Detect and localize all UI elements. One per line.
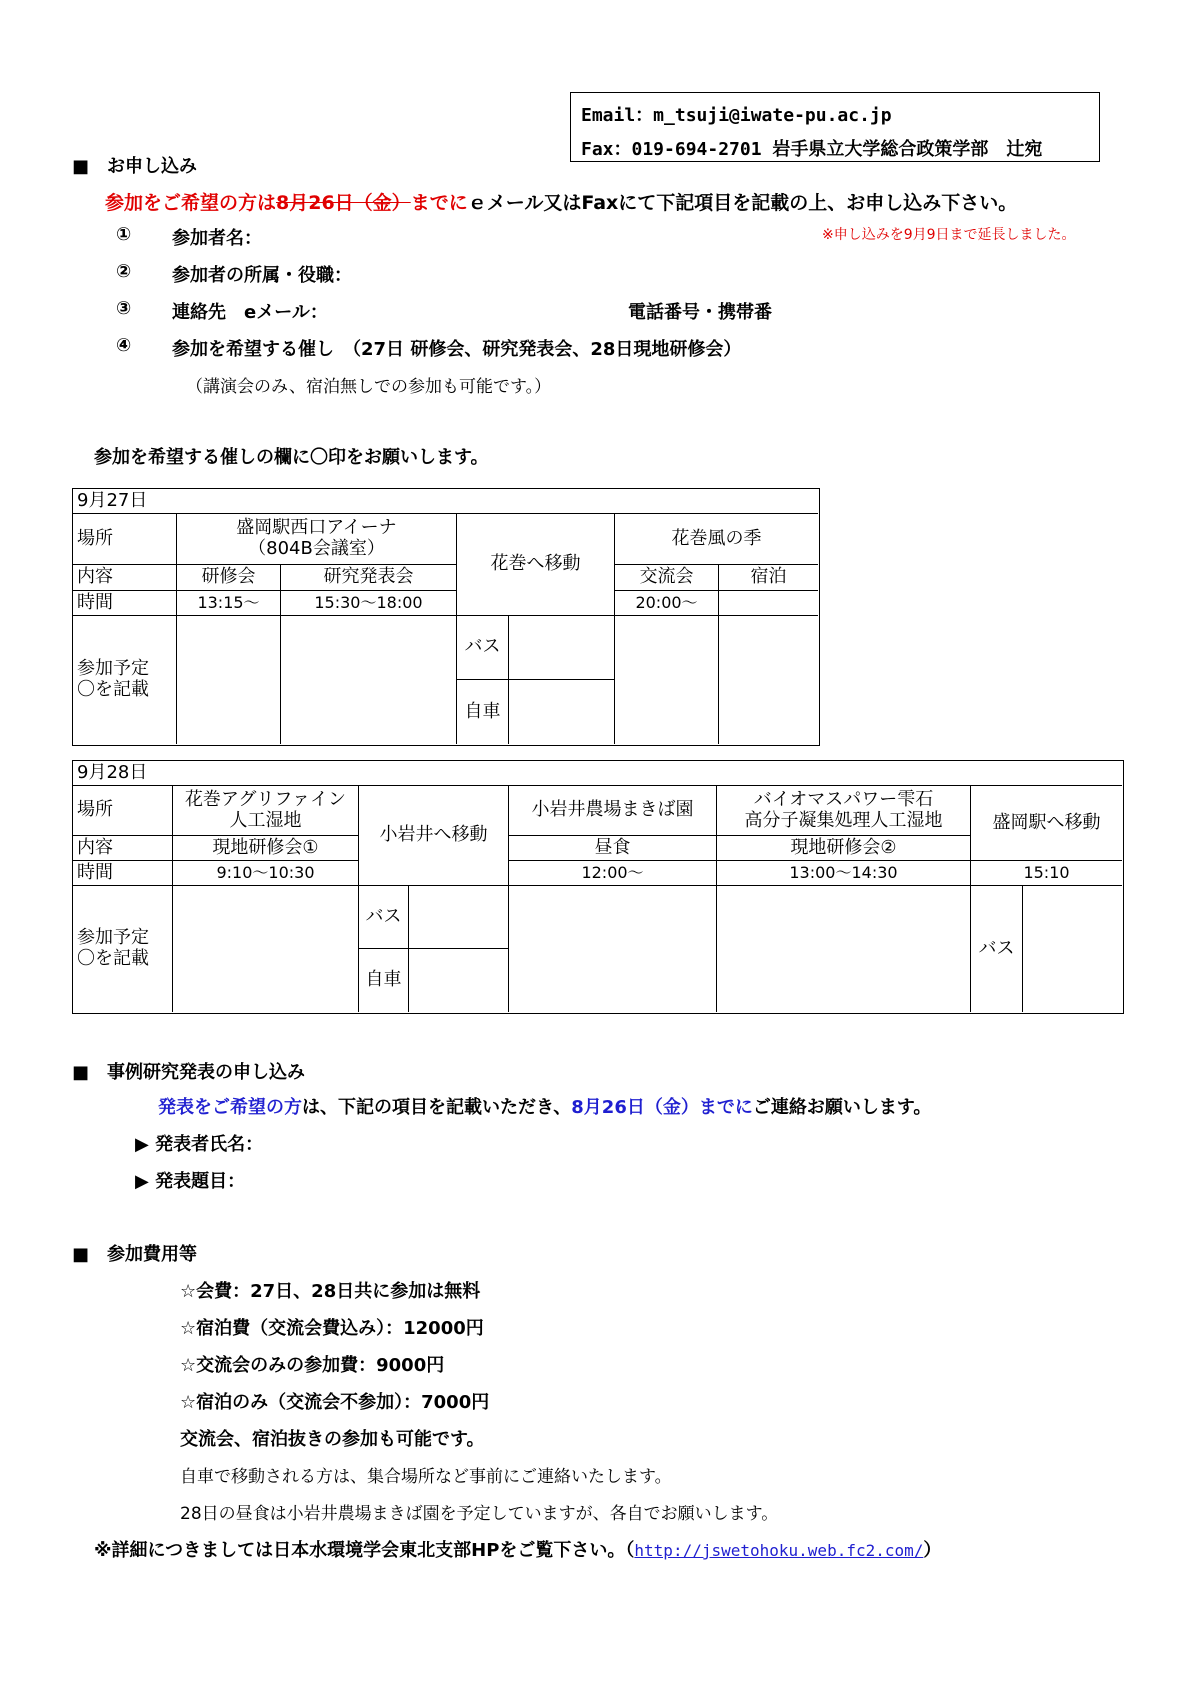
day1-content-label: 内容: [73, 565, 177, 591]
fee-line-3: ☆交流会のみの参加費：9000円: [180, 1355, 445, 1376]
deadline-struck: 8月26日（金）: [276, 192, 411, 214]
fee-note-2: 28日の昼食は小岩井農場まきば園を予定していますが、各自でお願いします。: [180, 1504, 779, 1524]
day2-move2: 盛岡駅へ移動: [971, 786, 1122, 861]
day1-move: 花巻へ移動: [457, 514, 615, 616]
item-3-extra: 電話番号・携帯番: [628, 302, 772, 323]
day1-c3: 交流会: [615, 565, 719, 591]
presentation-heading: ■ 事例研究発表の申し込み: [72, 1062, 306, 1083]
day1-time-label: 時間: [73, 591, 177, 616]
day2-venue1: 花巻アグリファイン 人工湿地: [173, 786, 359, 836]
day1-c1: 研修会: [177, 565, 281, 591]
day2-c1: 現地研修会①: [173, 836, 359, 861]
day2-t2: 12:00～: [509, 861, 717, 886]
details-url-link[interactable]: http://jswetohoku.web.fc2.com/: [634, 1541, 924, 1560]
day2-move1: 小岩井へ移動: [359, 786, 509, 886]
presentation-line-b: は、下記の項目を記載いただき、: [302, 1097, 572, 1118]
details-line: [94, 1536, 941, 1562]
fees-heading: ■ 参加費用等: [72, 1244, 198, 1265]
day1-attend-c3[interactable]: [615, 616, 719, 744]
fee-line-2: ☆宿泊費（交流会費込み）：12000円: [180, 1318, 484, 1339]
presentation-line-c: 8月26日（金）までに: [571, 1097, 753, 1118]
contact-fax: Fax：019-694-2701 岩手県立大学総合政策学部 辻宛: [581, 139, 1043, 160]
day2-car-label: 自車: [359, 949, 409, 1012]
fee-note-1: 自車で移動される方は、集合場所など事前にご連絡いたします。: [180, 1467, 672, 1487]
item-2-label: 参加者の所属・役職：: [172, 265, 352, 286]
item-2-num: ②: [116, 261, 132, 282]
day2-table: [72, 760, 1124, 1014]
day1-t3: 20:00～: [615, 591, 719, 616]
item-3-label: 連絡先 eメール：: [172, 302, 328, 323]
presentation-item-1: ▶ 発表者氏名：: [135, 1134, 264, 1155]
day1-attend-label: 参加予定 〇を記載: [73, 616, 177, 744]
deadline-mid: までに: [410, 192, 468, 214]
day1-attend-c1[interactable]: [177, 616, 281, 744]
day1-c2: 研究発表会: [281, 565, 457, 591]
day1-t1: 13:15～: [177, 591, 281, 616]
day1-car-label: 自車: [457, 680, 509, 744]
day2-bus-cell[interactable]: [409, 886, 509, 949]
presentation-line-a: 発表をご希望の方: [158, 1097, 302, 1118]
day1-attend-c2[interactable]: [281, 616, 457, 744]
day1-car-cell[interactable]: [509, 680, 615, 744]
table-instruction: 参加を希望する催しの欄に〇印をお願いします。: [94, 447, 489, 468]
deadline-prefix: 参加をご希望の方は: [105, 192, 277, 214]
fee-line-1: ☆会費：27日、28日共に参加は無料: [180, 1281, 481, 1302]
day2-date: 9月28日: [73, 761, 1122, 786]
day2-bus-label: バス: [359, 886, 409, 949]
day1-bus-cell[interactable]: [509, 616, 615, 680]
fee-line-4: ☆宿泊のみ（交流会不参加）：7000円: [180, 1392, 490, 1413]
details-end: ）: [923, 1540, 942, 1561]
day2-venue3: バイオマスパワー雫石 高分子凝集処理人工湿地: [717, 786, 971, 836]
day2-bus2-label: バス: [971, 886, 1023, 1012]
day1-date: 9月27日: [73, 489, 818, 514]
day1-table: [72, 488, 820, 746]
day1-attend-c4[interactable]: [719, 616, 818, 744]
day1-t2: 15:30～18:00: [281, 591, 457, 616]
day2-car-cell[interactable]: [409, 949, 509, 1012]
details-text: ※詳細につきましては日本水環境学会東北支部HPをご覧下さい。（: [94, 1540, 635, 1561]
day2-time-label: 時間: [73, 861, 173, 886]
day2-c2: 昼食: [509, 836, 717, 861]
day2-c3: 現地研修会②: [717, 836, 971, 861]
item-4-label: 参加を希望する催し （27日 研修会、研究発表会、28日現地研修会）: [172, 339, 742, 360]
contact-email: Email：m_tsuji@iwate-pu.ac.jp: [581, 105, 892, 126]
day1-c4: 宿泊: [719, 565, 818, 591]
application-deadline: [105, 188, 1017, 215]
day1-place-label: 場所: [73, 514, 177, 565]
day2-attend-c1[interactable]: [173, 886, 359, 1012]
application-heading: ■ お申し込み: [72, 156, 198, 177]
presentation-line-d: ご連絡お願いします。: [752, 1097, 932, 1118]
day2-venue2: 小岩井農場まきば園: [509, 786, 717, 836]
presentation-line: [158, 1093, 931, 1119]
day1-bus-label: バス: [457, 616, 509, 680]
application-note: （講演会のみ、宿泊無しでの参加も可能です。）: [186, 377, 552, 397]
day2-bus2-cell[interactable]: [1023, 886, 1122, 1012]
extension-note: ※申し込みを9月9日まで延長しました。: [822, 227, 1076, 243]
item-4-num: ④: [116, 335, 132, 356]
day2-t1: 9:10～10:30: [173, 861, 359, 886]
fee-line-5: 交流会、宿泊抜きの参加も可能です。: [180, 1429, 485, 1450]
contact-box: [570, 92, 1100, 162]
day2-place-label: 場所: [73, 786, 173, 836]
day2-attend-label: 参加予定 〇を記載: [73, 886, 173, 1012]
day2-t3: 13:00～14:30: [717, 861, 971, 886]
day2-attend-c2[interactable]: [509, 886, 717, 1012]
day1-venue1: 盛岡駅西口アイーナ （804B会議室）: [177, 514, 457, 565]
day2-t4: 15:10: [971, 861, 1122, 886]
day1-venue2: 花巻風の季: [615, 514, 818, 565]
item-1-num: ①: [116, 224, 132, 245]
presentation-item-2: ▶ 発表題目：: [135, 1171, 246, 1192]
day2-attend-c3[interactable]: [717, 886, 971, 1012]
item-3-num: ③: [116, 298, 132, 319]
day1-t4-empty: [719, 591, 818, 616]
deadline-rest: ｅメール又はFaxにて下記項目を記載の上、お申し込み下さい。: [467, 192, 1018, 214]
day2-content-label: 内容: [73, 836, 173, 861]
item-1-label: 参加者名：: [172, 228, 262, 249]
